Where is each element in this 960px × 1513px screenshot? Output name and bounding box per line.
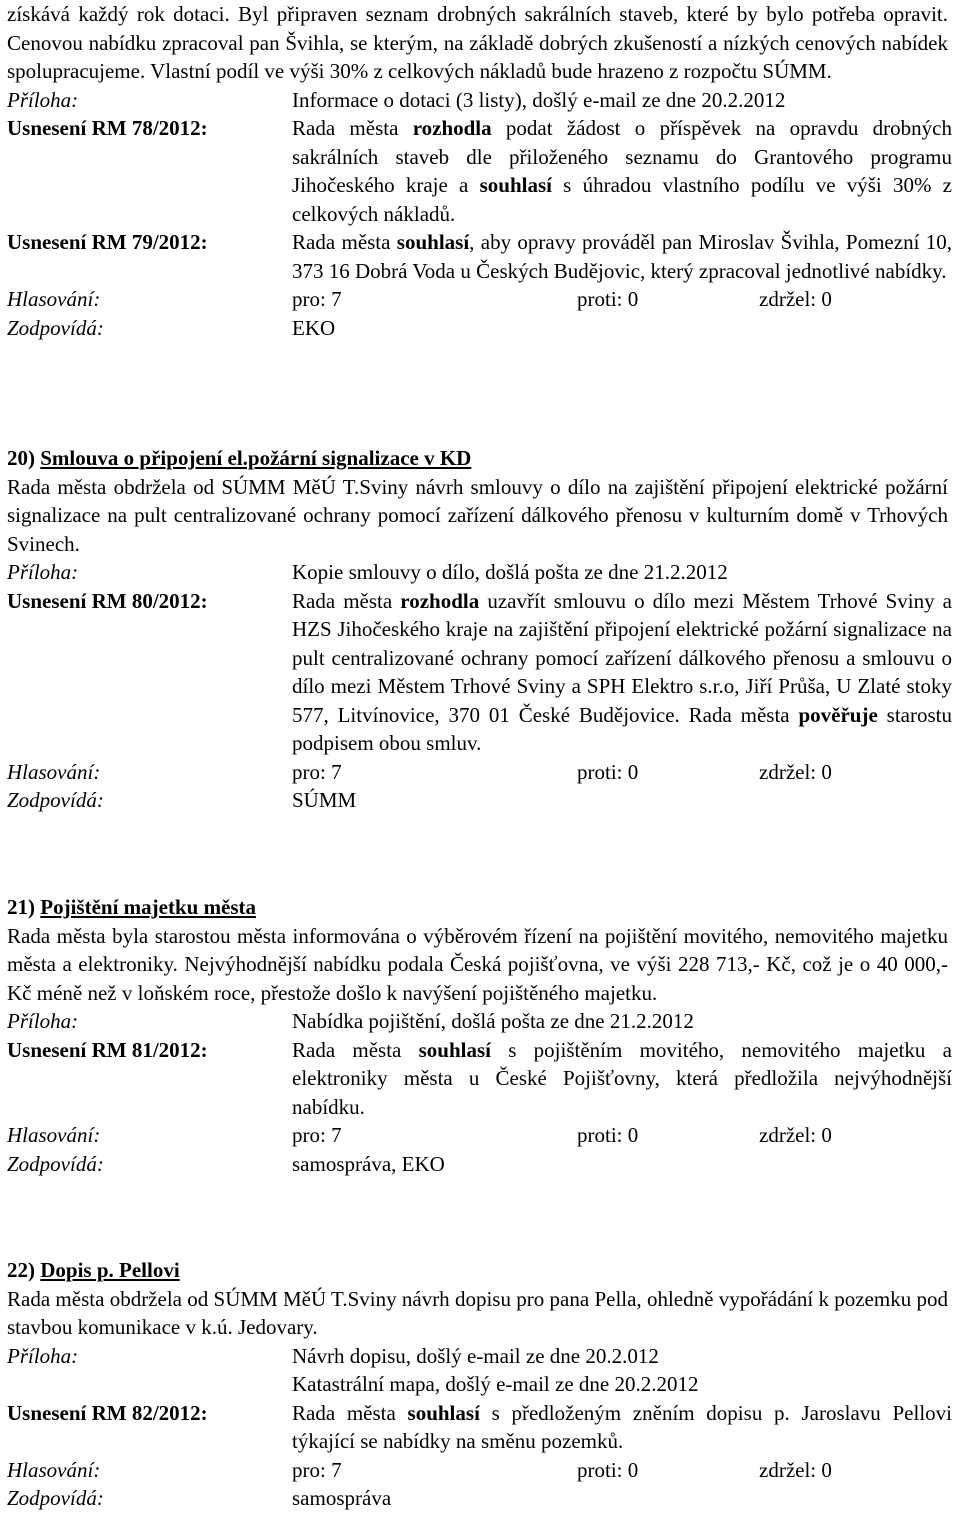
priloha-label: Příloha: bbox=[7, 1009, 79, 1033]
section-body: Rada města obdržela od SÚMM MěÚ T.Sviny návrh dopisu pro pana Pella, ohledně vypořádání k pozemku pod stavbou komunikace v k.ú. Jedovary. bbox=[7, 1286, 948, 1339]
section-heading bbox=[7, 893, 960, 922]
resolution-verb: souhlasí bbox=[418, 1037, 491, 1062]
priloha-text: Informace o dotaci (3 listy), došlý e-mail ze dne 20.2.2012 bbox=[292, 87, 786, 112]
priloha-row bbox=[7, 558, 952, 587]
resolution-label: Usnesení RM 78/2012: bbox=[7, 116, 208, 140]
resolution-text-part: s úhradou vlastního podílu ve výši 30% z celkových nákladů. bbox=[292, 173, 953, 226]
section-20 bbox=[0, 444, 960, 815]
resolution-text bbox=[292, 1036, 952, 1122]
section-22 bbox=[0, 1256, 960, 1513]
resolution-text-part: Rada města bbox=[292, 588, 401, 613]
priloha-row-2 bbox=[7, 1370, 952, 1399]
vote-proti: proti: 0 bbox=[577, 1457, 639, 1482]
voting-label: Hlasování: bbox=[7, 287, 101, 311]
vote-pro: pro: 7 bbox=[292, 759, 342, 784]
responsible-label: Zodpovídá: bbox=[7, 1151, 104, 1176]
priloha-row bbox=[7, 86, 952, 115]
priloha-label: Příloha: bbox=[7, 87, 79, 112]
resolution-text bbox=[292, 1399, 952, 1456]
resolution-verb: souhlasí bbox=[407, 1400, 480, 1425]
resolution-text-part: Rada města bbox=[292, 1400, 408, 1425]
responsible-label: Zodpovídá: bbox=[7, 315, 104, 340]
section-title: Pojištění majetku města bbox=[40, 895, 257, 919]
vote-zdrzel: zdržel: 0 bbox=[759, 1123, 832, 1147]
resolution-verb: pověřuje bbox=[798, 702, 878, 727]
responsible-label: Zodpovídá: bbox=[7, 1486, 104, 1510]
responsible-value: EKO bbox=[292, 315, 336, 340]
vote-pro: pro: 7 bbox=[292, 1457, 342, 1482]
resolution-verb: souhlasí bbox=[479, 173, 552, 197]
responsible-row bbox=[7, 314, 960, 343]
resolution-text-part: starostu podpisem obou smluv. bbox=[292, 702, 952, 755]
vote-zdrzel: zdržel: 0 bbox=[759, 759, 832, 784]
resolution-text bbox=[292, 114, 952, 228]
resolution-label: Usnesení RM 79/2012: bbox=[7, 230, 208, 254]
resolution-label: Usnesení RM 81/2012: bbox=[7, 1037, 208, 1062]
intro-section bbox=[0, 0, 960, 342]
resolution-text-part: , aby opravy prováděl pan Miroslav Švihla, Pomezní 10, 373 16 Dobrá Voda u Českých Budějovic, který zpracoval jednotlivé nabídky. bbox=[292, 230, 952, 283]
intro-paragraph: získává každý rok dotaci. Byl připraven seznam drobných sakrálních staveb, které by bylo potřeba opravit. Cenovou nabídku zpracoval pan Švihla, se kterým, na základě dobrých zkušeností a nízkých cenových nabídek spolupracujeme. Vlastní podíl ve výši 30% z celkových nákladů bude hrazeno z rozpočtu SÚMM. bbox=[7, 2, 948, 83]
resolution-79 bbox=[7, 228, 952, 285]
section-heading bbox=[7, 444, 960, 473]
voting-row bbox=[7, 285, 960, 314]
voting-label: Hlasování: bbox=[7, 1123, 101, 1147]
resolution-text bbox=[292, 228, 952, 285]
responsible-row bbox=[7, 1150, 960, 1179]
responsible-value: samospráva, EKO bbox=[292, 1151, 445, 1176]
resolution-label: Usnesení RM 82/2012: bbox=[7, 1400, 208, 1425]
priloha-text: Katastrální mapa, došlý e-mail ze dne 20.2.2012 bbox=[292, 1372, 699, 1396]
priloha-row bbox=[7, 1342, 952, 1371]
vote-pro: pro: 7 bbox=[292, 1123, 342, 1147]
resolution-text-part: podat žádost o příspěvek na opravdu drobných sakrálních staveb dle přiloženého seznamu do Grantového programu Jihočeského kraje a bbox=[292, 116, 952, 197]
resolution-text-part: uzavřít smlouvu o dílo mezi Městem Trhové Sviny a HZS Jihočeského kraje na zajištění připojení elektrické požární signalizace na pult centralizované ochrany pomocí zařízení dálkového přenosu a smlouvu o dílo mezi Městem Trhové Sviny a SPH Elektro s.r.o, Jiří Průša, U Zlaté stoky 577, Litvínovice, 370 01 České Budějovice. Rada města bbox=[292, 588, 953, 727]
section-number: 20) bbox=[7, 446, 41, 470]
responsible-label: Zodpovídá: bbox=[7, 788, 104, 812]
priloha-text: Nabídka pojištění, došlá pošta ze dne 21.2.2012 bbox=[292, 1009, 694, 1033]
voting-row bbox=[7, 758, 960, 787]
resolution-text-part: Rada města bbox=[292, 1037, 419, 1062]
priloha-label: Příloha: bbox=[7, 1343, 79, 1368]
resolution-text bbox=[292, 587, 952, 758]
section-heading bbox=[7, 1256, 960, 1285]
priloha-row bbox=[7, 1007, 952, 1036]
section-body: Rada města obdržela od SÚMM MěÚ T.Sviny návrh smlouvy o dílo na zajištění připojení elektrické požární signalizace na pult centralizované ochrany pomocí zařízení dálkového přenosu v kulturním domě v Trhových Svinech. bbox=[7, 474, 948, 556]
section-number: 21) bbox=[7, 895, 41, 919]
priloha-spacer bbox=[7, 1370, 292, 1399]
responsible-value: samospráva bbox=[292, 1486, 392, 1510]
resolution-text-part: s předloženým zněním dopisu p. Jaroslavu Pellovi týkající se nabídky na směnu pozemků. bbox=[292, 1400, 952, 1453]
vote-pro: pro: 7 bbox=[292, 287, 342, 311]
section-21 bbox=[0, 893, 960, 1178]
resolution-78 bbox=[7, 114, 952, 228]
resolution-text-part: Rada města bbox=[292, 230, 397, 254]
resolution-text-part: Rada města bbox=[292, 116, 413, 140]
section-number: 22) bbox=[7, 1258, 41, 1282]
resolution-text-part: s pojištěním movitého, nemovitého majetku a elektroniky města u České Pojišťovny, která předložila nejvýhodnější nabídku. bbox=[292, 1037, 952, 1119]
section-title: Smlouva o připojení el.požární signalizace v KD bbox=[40, 446, 472, 470]
resolution-label: Usnesení RM 80/2012: bbox=[7, 588, 208, 613]
section-title: Dopis p. Pellovi bbox=[40, 1258, 180, 1282]
resolution-81 bbox=[7, 1036, 952, 1122]
priloha-text: Kopie smlouvy o dílo, došlá pošta ze dne 21.2.2012 bbox=[292, 560, 728, 584]
section-body: Rada města byla starostou města informována o výběrovém řízení na pojištění movitého, nemovitého majetku města a elektroniky. Nejvýhodnější nabídku podala Česká pojišťovna, ve výši 228 713,- Kč, což je o 40 000,- Kč méně než v loňském roce, přestože došlo k navýšení pojištěného majetku. bbox=[7, 923, 948, 1005]
voting-row bbox=[7, 1121, 960, 1150]
responsible-row bbox=[7, 1484, 960, 1513]
priloha-label: Příloha: bbox=[7, 560, 79, 584]
resolution-verb: rozhodla bbox=[400, 588, 480, 613]
responsible-value: SÚMM bbox=[292, 788, 357, 812]
vote-zdrzel: zdržel: 0 bbox=[759, 1457, 832, 1482]
resolution-verb: rozhodla bbox=[412, 116, 492, 140]
vote-zdrzel: zdržel: 0 bbox=[759, 287, 832, 311]
voting-label: Hlasování: bbox=[7, 759, 101, 784]
resolution-verb: souhlasí bbox=[396, 230, 470, 254]
voting-row bbox=[7, 1456, 960, 1485]
resolution-82 bbox=[7, 1399, 952, 1456]
resolution-80 bbox=[7, 587, 952, 758]
priloha-text: Návrh dopisu, došlý e-mail ze dne 20.2.012 bbox=[292, 1343, 659, 1368]
vote-proti: proti: 0 bbox=[577, 1123, 639, 1147]
vote-proti: proti: 0 bbox=[577, 287, 639, 311]
voting-label: Hlasování: bbox=[7, 1457, 101, 1482]
vote-proti: proti: 0 bbox=[577, 759, 639, 784]
responsible-row bbox=[7, 786, 960, 815]
